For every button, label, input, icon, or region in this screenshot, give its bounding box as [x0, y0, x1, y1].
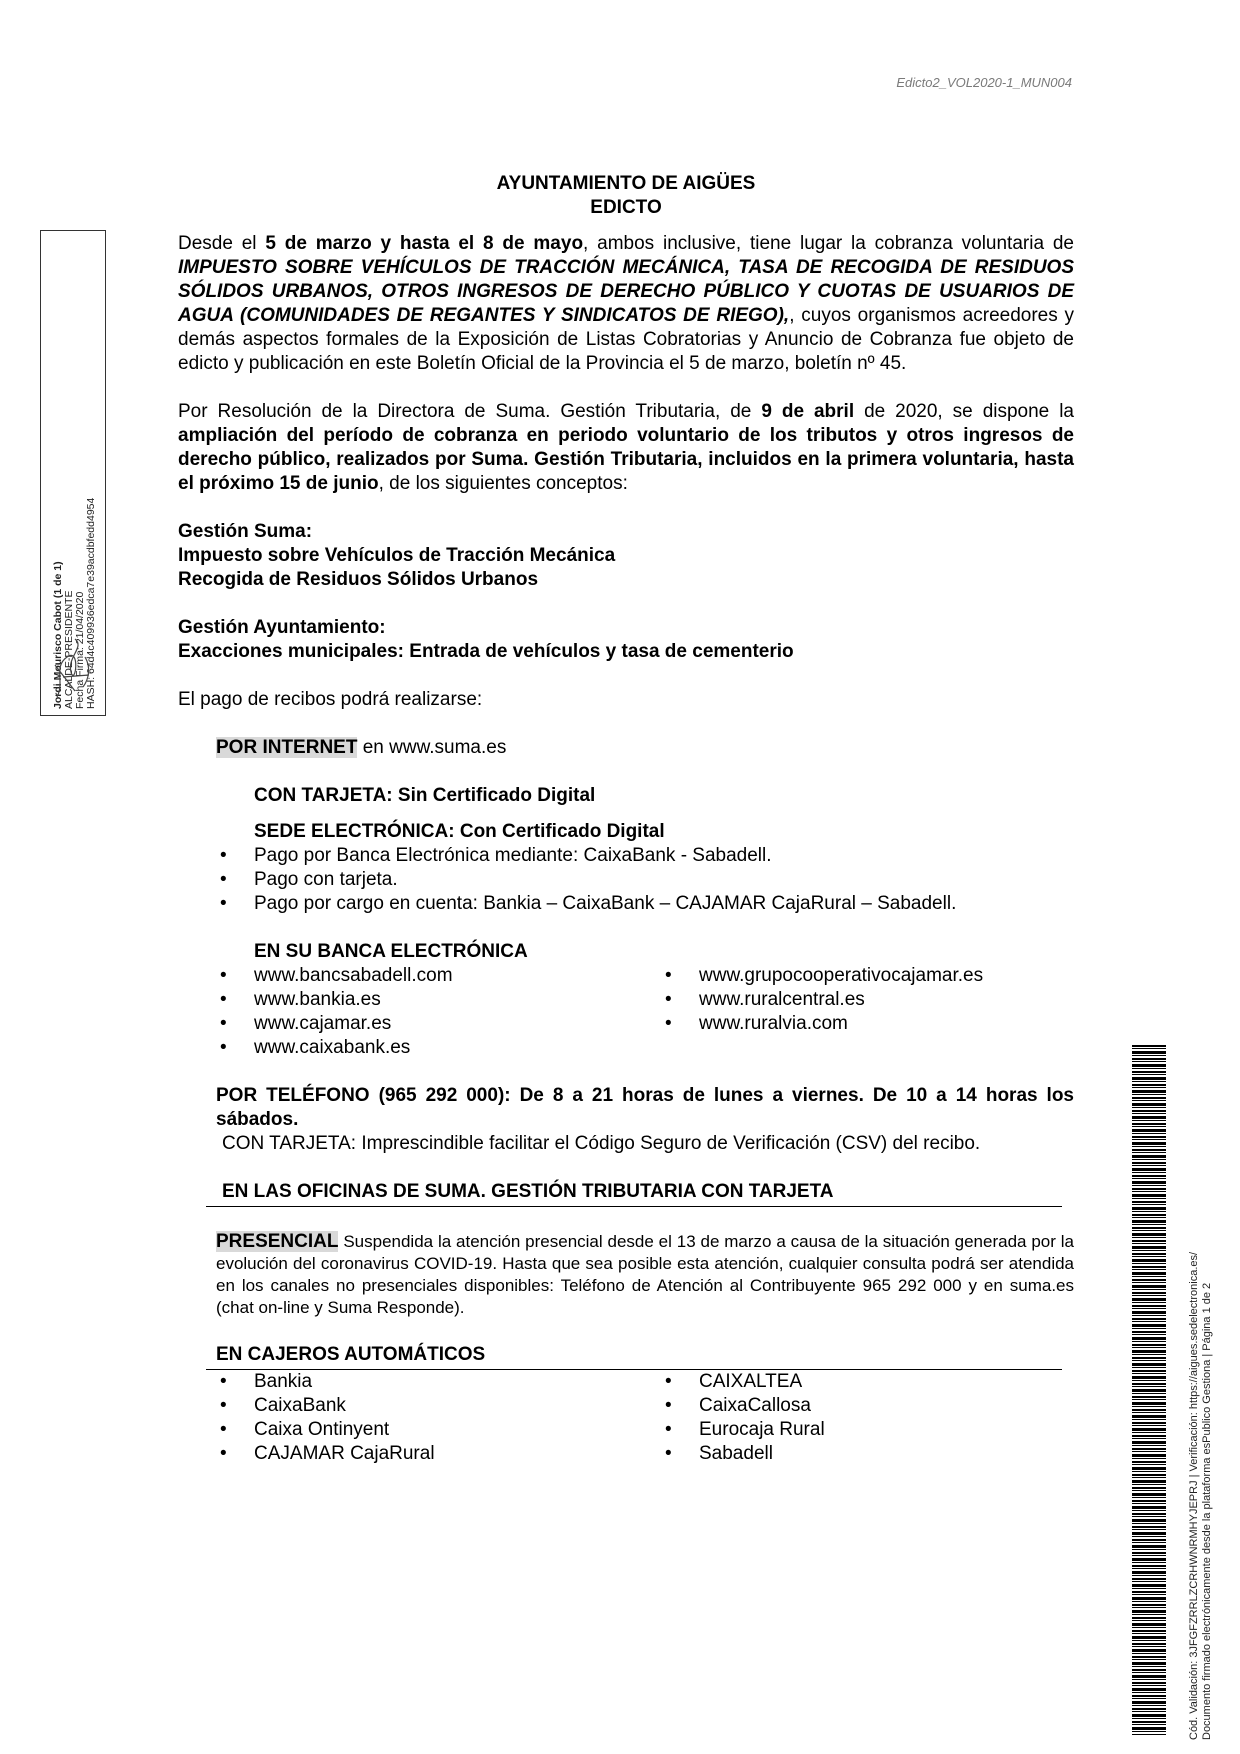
- banca-heading: EN SU BANCA ELECTRÓNICA: [254, 941, 528, 962]
- para2-date: 9 de abril: [761, 401, 855, 422]
- list-item: • Pago por cargo en cuenta: Bankia – CaixaBank – CAJAMAR CajaRural – Sabadell.: [178, 892, 1074, 916]
- gestion-suma-heading: Gestión Suma:: [178, 521, 313, 542]
- card-option: CON TARJETA: Sin Certificado Digital: [254, 785, 596, 806]
- signed-note: Documento firmado electrónicamente desde la plataforma esPublico Gestiona | Página 1 de 2: [1201, 1282, 1213, 1740]
- list-item: • Pago con tarjeta.: [178, 868, 1074, 892]
- signer-role: ALCALDE-PRESIDENTE: [63, 590, 75, 709]
- offices-heading: EN LAS OFICINAS DE SUMA. GESTIÓN TRIBUTARIA CON TARJETA: [222, 1181, 834, 1202]
- presencial-label: PRESENCIAL: [216, 1231, 339, 1252]
- list-item: • CaixaBank: [178, 1394, 623, 1418]
- document-title: EDICTO: [590, 197, 662, 218]
- list-item: • www.bankia.es: [178, 988, 623, 1012]
- list-item: • Sabadell: [623, 1442, 1068, 1466]
- signature-hash: HASH: 64d4c409936edca7e39acdbfedd4954: [85, 497, 97, 709]
- list-item: • www.grupocooperativocajamar.es: [623, 964, 1068, 988]
- list-item: • www.ruralvia.com: [623, 1012, 1068, 1036]
- list-item: • CAJAMAR CajaRural: [178, 1442, 623, 1466]
- gestion-ayto-heading: Gestión Ayuntamiento:: [178, 617, 386, 638]
- para2-text: de 2020, se dispone la: [854, 401, 1074, 422]
- phone-line: POR TELÉFONO (965 292 000): De 8 a 21 horas de lunes a viernes. De 10 a 14 horas los sábados.: [216, 1085, 1074, 1130]
- phone-card-note: CON TARJETA: Imprescindible facilitar el Código Seguro de Verificación (CSV) del recibo.: [222, 1133, 981, 1154]
- list-item: • Bankia: [178, 1370, 623, 1394]
- paragraph-2: [178, 400, 1074, 496]
- internet-line: [216, 736, 1074, 760]
- verification-text: [1188, 1040, 1214, 1740]
- banca-list: [178, 964, 1074, 1060]
- sede-heading: SEDE ELECTRÓNICA: Con Certificado Digital: [254, 821, 665, 842]
- list-item: • Pago por Banca Electrónica mediante: CaixaBank - Sabadell.: [178, 844, 1074, 868]
- para2-extension: ampliación del período de cobranza en periodo voluntario de los tributos y otros ingresos de derecho público, realizados por Suma. Gestión Tributaria, incluidos en la primera voluntaria, hasta el próximo 15 de junio: [178, 425, 1074, 494]
- edict-body: [178, 172, 1074, 1466]
- list-item: • CAIXALTEA: [623, 1370, 1068, 1394]
- gestion-suma-item: Recogida de Residuos Sólidos Urbanos: [178, 569, 539, 590]
- para1-text: , cuyos organismos acreedores y demás aspectos formales de la Exposición de Listas Cobratorias y Anuncio de Cobranza fue objeto de edicto y publicación en este Boletín Oficial de la Provincia el 5 de marzo, boletín nº 45.: [178, 305, 1075, 374]
- para2-text: Por Resolución de la Directora de Suma. Gestión Tributaria, de: [178, 401, 762, 422]
- gestion-suma-item: Impuesto sobre Vehículos de Tracción Mecánica: [178, 545, 616, 566]
- list-item: • CaixaCallosa: [623, 1394, 1068, 1418]
- list-item: • www.caixabank.es: [178, 1036, 623, 1060]
- list-item: • www.bancsabadell.com: [178, 964, 623, 988]
- handwritten-signature-icon: [45, 627, 101, 707]
- gestion-ayto-item: Exacciones municipales: Entrada de vehículos y tasa de cementerio: [178, 641, 794, 662]
- payment-intro: El pago de recibos podrá realizarse:: [178, 689, 483, 710]
- para1-text: , ambos inclusive, tiene lugar la cobranza voluntaria de: [583, 233, 1074, 254]
- document-reference: Edicto2_VOL2020-1_MUN004: [896, 75, 1072, 90]
- para1-dates: 5 de marzo y hasta el 8 de mayo: [265, 233, 584, 254]
- presencial-paragraph: [216, 1231, 1074, 1319]
- para2-text: , de los siguientes conceptos:: [378, 473, 628, 494]
- list-item: • Eurocaja Rural: [623, 1418, 1068, 1442]
- para1-concepts: IMPUESTO SOBRE VEHÍCULOS DE TRACCIÓN MECÁNICA, TASA DE RECOGIDA DE RESIDUOS SÓLIDOS URBANOS, OTROS INGRESOS DE DERECHO PÚBLICO Y CUOTAS DE USUARIOS DE AGUA (COMUNIDADES DE REGANTES Y SINDICATOS DE RIEGO),: [178, 257, 1074, 326]
- signature-stamp: [40, 230, 106, 716]
- internet-label: POR INTERNET: [216, 737, 358, 758]
- atm-list: [178, 1370, 1074, 1466]
- issuer-title: AYUNTAMIENTO DE AIGÜES: [496, 173, 756, 194]
- sede-list: [178, 844, 1074, 916]
- barcode-icon: [1132, 1045, 1166, 1735]
- signer-name: Jordi Mourisco Cabot (1 de 1): [52, 561, 64, 709]
- list-item: • www.ruralcentral.es: [623, 988, 1068, 1012]
- signature-date: Fecha Firma: 21/04/2020: [74, 591, 86, 709]
- list-item: • Caixa Ontinyent: [178, 1418, 623, 1442]
- atm-heading: EN CAJEROS AUTOMÁTICOS: [216, 1344, 486, 1365]
- validation-code: Cód. Validación: 3JFGFZRRLZCRHWNRMHYJEPRJ | Verificación: https://aigues.sedelectronica.es/: [1188, 1251, 1200, 1740]
- paragraph-1: [178, 232, 1074, 376]
- list-item: • www.cajamar.es: [178, 1012, 623, 1036]
- presencial-text: Suspendida la atención presencial desde el 13 de marzo a causa de la situación generada por la evolución del coronavirus COVID-19. Hasta que sea posible esta atención, cualquier consulta podrá ser atendida en los canales no presenciales disponibles: Teléfono de Atención al Contribuyente 965 292 000 y en suma.es (chat on-line y Suma Responde).: [216, 1232, 1074, 1317]
- para1-text: Desde el: [178, 233, 266, 254]
- internet-site: en www.suma.es: [357, 737, 507, 758]
